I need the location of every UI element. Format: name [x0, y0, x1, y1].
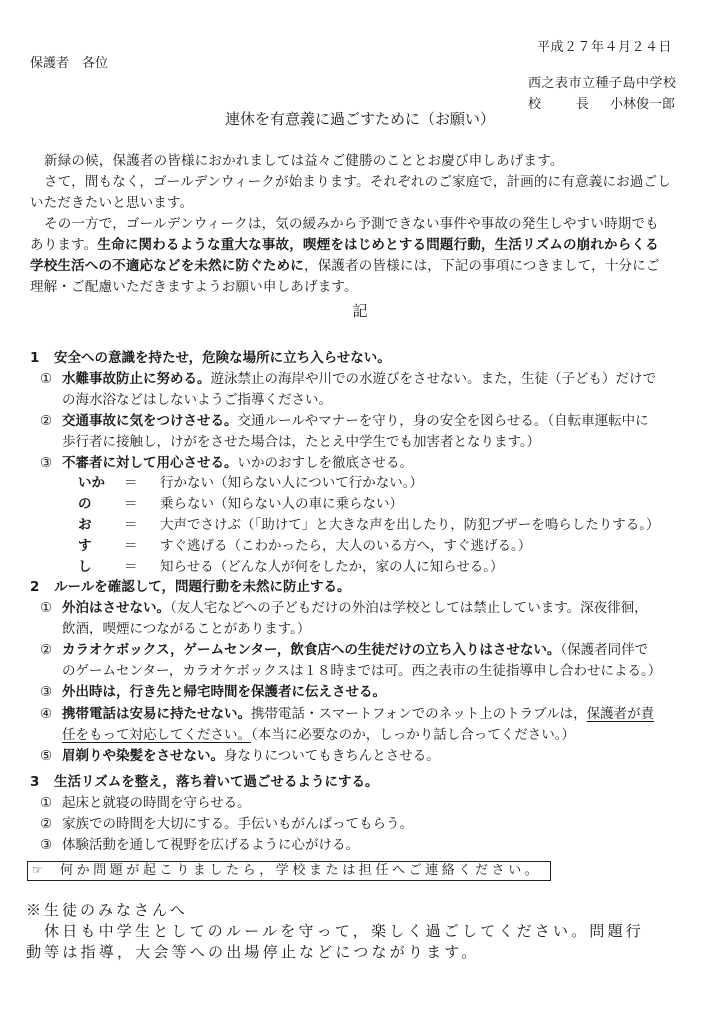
document-date: 平成２７年４月２４日: [536, 40, 672, 55]
item-number: ④: [40, 706, 53, 722]
item-text: （友人宅などへの子どもだけの外泊は学校としては禁止しています。深夜徘徊，: [170, 600, 648, 616]
students-heading: ※生徒のみなさんへ: [26, 901, 188, 919]
list-item: [40, 367, 656, 387]
item-bold: 交通事故に気をつけさせる。: [62, 413, 238, 429]
item-number: ③: [40, 684, 53, 700]
section-title: ルールを確認して，問題行動を未然に防止する。: [54, 579, 351, 595]
notice-text: 何か問題が起こりましたら，学校または担任へご連絡ください。: [60, 863, 542, 878]
item-bold: 眉剃りや染髪をさせない。: [62, 748, 224, 764]
mnemonic-text: 乗らない（知らない人の車に乗らない）: [160, 496, 403, 512]
section-number: 2: [30, 579, 40, 595]
item-text: 身なりについてもきちんとさせる。: [224, 748, 440, 764]
mnemonic-key: の: [78, 496, 92, 512]
equals-sign: ＝: [124, 517, 138, 533]
item-number: ②: [40, 413, 53, 429]
ikanoosushi-row: [78, 513, 660, 533]
section-number: 1: [30, 350, 40, 366]
item-number: ①: [40, 371, 53, 387]
list-item: [40, 638, 648, 658]
item-text: 交通ルールやマナーを守り，身の安全を図らせる。（自転車運転中に: [237, 413, 649, 429]
intro-line-6-normal: ，保護者の皆様には，下記の事項につきまして，十分にご: [304, 258, 660, 274]
equals-sign: ＝: [124, 538, 138, 554]
item-number: ③: [40, 455, 53, 471]
mnemonic-key: いか: [78, 475, 105, 491]
principal-name: 小林俊一郎: [610, 97, 676, 112]
item-bold: 外泊はさせない。: [62, 600, 170, 616]
list-item: [40, 702, 654, 722]
students-line-1: 休日も中学生としてのルールを守って，楽しく過ごしてください。問題行: [44, 922, 645, 940]
item-number: ②: [40, 816, 53, 832]
list-item: [40, 833, 359, 853]
mnemonic-text: 大声でさけぶ（「助けて」と大きな声を出したり，防犯ブザーを鳴らしたりする。）: [160, 517, 660, 533]
mnemonic-key: お: [78, 517, 92, 533]
role-char-1: 校: [528, 97, 542, 112]
item-bold: 水難事故防止に努める。: [62, 371, 211, 387]
contact-notice-box: [27, 861, 551, 881]
intro-line-7: 理解・ご配慮いただきますようお願い申しあげます。: [30, 279, 358, 295]
list-item: [40, 596, 648, 616]
section-title: 生活リズムを整え，落ち着いて過ごせるようにする。: [54, 774, 379, 790]
intro-line-3: いただきたいと思います。: [30, 195, 194, 211]
item-text: 遊泳禁止の海岸や川での水遊びをさせない。また，生徒（子ども）だけで: [210, 371, 656, 387]
item-text: いかのおすしを徹底させる。: [237, 455, 413, 471]
item-number: ②: [40, 642, 53, 658]
ikanoosushi-row: [78, 555, 503, 575]
intro-line-5-normal: あります。: [30, 237, 98, 253]
list-item: [40, 409, 649, 429]
item-text: （本当に必要なのか，しっかり話し合ってください。）: [251, 727, 575, 743]
mnemonic-key: す: [78, 538, 92, 554]
list-item: [40, 744, 440, 764]
item-underlined-text: 任をもって対応してください。: [62, 727, 251, 743]
item-bold: 外出時は，行き先と帰宅時間を保護者に伝えさせる。: [62, 684, 386, 700]
section-1-heading: [30, 346, 391, 366]
list-item: [40, 791, 251, 811]
list-item: [40, 451, 413, 471]
item-text: 携帯電話・スマートフォンでのネット上のトラブルは，: [251, 706, 587, 722]
item-underlined-text: 保護者が責: [586, 706, 655, 722]
pointing-hand-icon: ☞: [32, 863, 43, 877]
section-title: 安全への意識を持たせ，危険な場所に立ち入らせない。: [54, 350, 391, 366]
ikanoosushi-row: [78, 492, 403, 512]
mnemonic-key: し: [78, 559, 92, 575]
section-3-heading: [30, 770, 379, 790]
intro-line-2: さて，間もなく，ゴールデンウィークが始まります。それぞれのご家庭で，計画的に有意義にお過ごし: [44, 174, 671, 190]
equals-sign: ＝: [124, 496, 138, 512]
item-bold: 携帯電話は安易に持たせない。: [62, 706, 251, 722]
item-number: ①: [40, 795, 53, 811]
item-continuation: のゲームセンター，カラオケボックスは１８時までは可。西之表市の生徒指導申し合わせによる。）: [62, 663, 662, 679]
item-number: ⑤: [40, 748, 53, 764]
mnemonic-text: 知らせる（どんな人が何をしたか，家の人に知らせる。）: [160, 559, 504, 575]
students-line-2: 動等は指導，大会等への出場停止などにつながります。: [26, 943, 480, 961]
item-continuation: 飲酒，喫煙につながることがあります。）: [62, 621, 311, 637]
intro-line-5: [30, 233, 659, 253]
intro-line-5-bold: 生命に関わるような重大な事故，喫煙をはじめとする問題行動，生活リズムの崩れからくる: [97, 237, 659, 253]
item-text: 起床と就寝の時間を守らせる。: [62, 795, 251, 811]
intro-line-1: 新緑の候，保護者の皆様におかれましては益々ご健勝のこととお慶び申しあげます。: [44, 153, 564, 169]
equals-sign: ＝: [124, 559, 138, 575]
item-number: ③: [40, 837, 53, 853]
section-number: 3: [30, 774, 40, 790]
section-2-heading: [30, 575, 350, 595]
intro-line-6: [30, 254, 660, 274]
item-bold: カラオケボックス，ゲームセンター，飲食店への生徒だけの立ち入りはさせない。: [62, 642, 561, 658]
item-continuation: の海水浴などはしないようご指導ください。: [62, 392, 332, 408]
document-title: 連休を有意義に過ごすために（お願い）: [224, 110, 495, 128]
item-text: 家族での時間を大切にする。手伝いもがんばってもらう。: [62, 816, 413, 832]
list-item: [40, 680, 386, 700]
item-bold: 不審者に対して用心させる。: [62, 455, 238, 471]
ikanoosushi-row: [78, 471, 423, 491]
mnemonic-text: 行かない（知らない人について行かない。）: [160, 475, 423, 491]
item-continuation: [62, 723, 575, 743]
equals-sign: ＝: [124, 475, 138, 491]
intro-line-4: その一方で，ゴールデンウィークは，気の緩みから予測できない事件や事故の発生しやすい時期でも: [44, 216, 659, 232]
role-char-2: 長: [576, 97, 590, 112]
intro-line-6-bold: 学校生活への不適応などを未然に防ぐために: [30, 258, 304, 274]
list-item: [40, 812, 413, 832]
item-text: 体験活動を通して視野を広げるように心がける。: [62, 837, 359, 853]
item-continuation: 歩行者に接触し，けがをさせた場合は，たとえ中学生でも加害者となります。）: [62, 434, 541, 450]
addressee: 保護者 各位: [30, 56, 109, 71]
item-number: ①: [40, 600, 53, 616]
item-text: （保護者同伴で: [560, 642, 649, 658]
ki-heading: 記: [352, 302, 368, 320]
school-name: 西之表市立種子島中学校: [528, 76, 677, 91]
mnemonic-text: すぐ逃げる（こわかったら，大人のいる方へ，すぐ逃げる。）: [160, 538, 532, 554]
ikanoosushi-row: [78, 534, 531, 554]
